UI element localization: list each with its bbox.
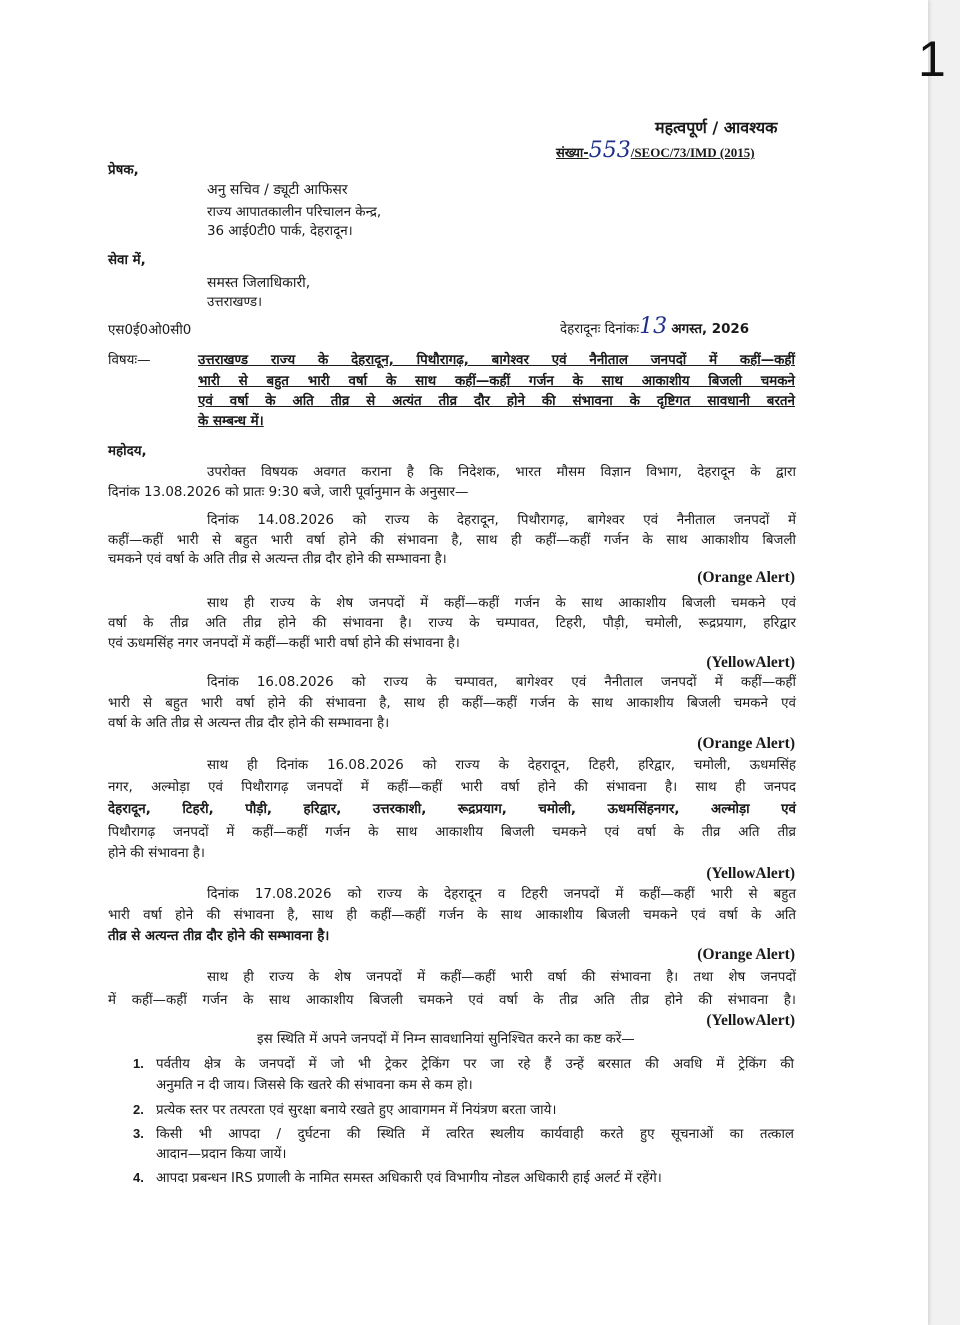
reference-number bbox=[556, 138, 755, 163]
list-item-line: प्रत्येक स्तर पर तत्परता एवं सुरक्षा बनाये रखते हुए आवागमन में नियंत्रण बरता जाये। bbox=[156, 1103, 557, 1118]
paragraph-line: दिनांक 14.08.2026 को राज्य के देहरादून, पिथौरागढ़, बागेश्वर एवं नैनीताल जनपदों में bbox=[207, 513, 796, 528]
paragraph-line: में कहीं—कहीं गर्जन के साथ आकाशीय बिजली चमकने एवं वर्षा के तीव्र अति तीव्र होने की संभावना है। bbox=[108, 993, 796, 1008]
paragraph-line: वर्षा के अति तीव्र से अत्यन्त तीव्र दौर होने की सम्भावना है। bbox=[108, 716, 390, 731]
list-number: 1. bbox=[133, 1056, 144, 1071]
list-item-line: पर्वतीय क्षेत्र के जनपदों में जो भी ट्रेकर ट्रेकिंग पर जा रहे हैं उन्हें बरसात की अवधि में ट्रेकिंग की bbox=[156, 1057, 794, 1072]
paragraph-line: साथ ही राज्य के शेष जनपदों में कहीं—कहीं भारी वर्षा की संभावना है। तथा शेष जनपदों bbox=[207, 970, 796, 985]
date-suffix: अगस्त, 2026 bbox=[671, 322, 750, 337]
subject-line: के सम्बन्ध में। bbox=[198, 414, 264, 429]
page-number: 1 bbox=[918, 31, 946, 87]
reference-handwritten: 553 bbox=[588, 138, 631, 163]
yellow-alert-label: (YellowAlert) bbox=[706, 654, 795, 671]
paragraph-line: चमकने एवं वर्षा के अति तीव्र से अत्यन्त तीव्र दौर होने की सम्भावना है। bbox=[108, 552, 447, 567]
paragraph-line: वर्षा के तीव्र अति तीव्र होने की संभावना है। राज्य के चम्पावत, टिहरी, पौड़ी, चमोली, रूद्रप्रयाग, हरिद्वार bbox=[108, 616, 796, 631]
paragraph-line: एवं ऊधमसिंह नगर जनपदों में कहीं—कहीं भारी वर्षा होने की संभावना है। bbox=[108, 636, 460, 651]
list-number: 4. bbox=[133, 1170, 144, 1185]
sender-label: प्रेषक, bbox=[108, 163, 139, 178]
list-number: 3. bbox=[133, 1126, 144, 1141]
paragraph-line: भारी वर्षा होने की संभावना है, साथ ही कहीं—कहीं गर्जन के साथ आकाशीय बिजली चमकने एवं वर्षा के अति bbox=[108, 908, 796, 923]
paragraph-line: पिथौरागढ़ जनपदों में कहीं—कहीं गर्जन के साथ आकाशीय बिजली चमकने एवं वर्षा के तीव्र अति तीव्र bbox=[108, 825, 796, 840]
paragraph-line: दिनांक 16.08.2026 को राज्य के चम्पावत, बागेश्वर एवं नैनीताल जनपदों में कहीं—कहीं bbox=[207, 675, 796, 690]
paragraph-line: कहीं—कहीं भारी से बहुत भारी वर्षा होने की संभावना है, साथ ही कहीं—कहीं गर्जन के साथ आकाशीय बिजली bbox=[108, 533, 796, 548]
subject-line: उत्तराखण्ड राज्य के देहरादून, पिथौरागढ़, बागेश्वर एवं नैनीताल जनपदों में कहीं—कहीं bbox=[198, 353, 795, 368]
paragraph-line: साथ ही दिनांक 16.08.2026 को राज्य के देहरादून, टिहरी, हरिद्वार, चमोली, ऊधमसिंह bbox=[207, 758, 796, 773]
subject-label: विषयः— bbox=[108, 353, 151, 368]
sender-address: 36 आई0टी0 पार्क, देहरादून। bbox=[207, 224, 353, 239]
recipient-line1: समस्त जिलाधिकारी, bbox=[207, 275, 311, 291]
paragraph-line: नगर, अल्मोड़ा एवं पिथौरागढ़ जनपदों में कहीं—कहीं भारी वर्षा होने की संभावना है। साथ ही जनपद bbox=[108, 780, 796, 795]
subject-line: भारी से बहुत भारी वर्षा के साथ कहीं—कहीं गर्जन के साथ आकाशीय बिजली चमकने bbox=[198, 374, 795, 389]
orange-alert-label: (Orange Alert) bbox=[697, 735, 795, 752]
paragraph-line: साथ ही राज्य के शेष जनपदों में कहीं—कहीं गर्जन के साथ आकाशीय बिजली चमकने एवं bbox=[207, 596, 796, 611]
list-item-line: किसी भी आपदा / दुर्घटना की स्थिति में त्वरित स्थलीय कार्यवाही करते हुए सूचनाओं का तत्काल bbox=[156, 1127, 794, 1142]
sender-designation: अनु सचिव / ड्यूटी आफिसर bbox=[207, 182, 348, 198]
paragraph-line: तीव्र से अत्यन्त तीव्र दौर होने की सम्भावना है। bbox=[108, 929, 330, 944]
recipient-line2: उत्तराखण्ड। bbox=[207, 295, 263, 310]
priority-label: महत्वपूर्ण / आवश्यक bbox=[655, 118, 778, 137]
paragraph-line: देहरादून, टिहरी, पौड़ी, हरिद्वार, उत्तरकाशी, रूद्रप्रयाग, चमोली, ऊधमसिंहनगर, अल्मोड़ा एवं bbox=[108, 802, 796, 817]
intro-line: दिनांक 13.08.2026 को प्रातः 9:30 बजे, जारी पूर्वानुमान के अनुसार— bbox=[108, 485, 469, 500]
date-line bbox=[560, 314, 749, 339]
list-number: 2. bbox=[133, 1102, 144, 1117]
reference-suffix: /SEOC/73/IMD (2015) bbox=[630, 145, 755, 160]
subject-line: एवं वर्षा के अति तीव्र से अत्यंत तीव्र दौर होने की संभावना के दृष्टिगत सावधानी बरतने bbox=[198, 394, 795, 409]
yellow-alert-label: (YellowAlert) bbox=[706, 1012, 795, 1029]
paragraph-line: होने की संभावना है। bbox=[108, 846, 205, 861]
list-item-line: अनुमति न दी जाय। जिससे कि खतरे की संभावना कम से कम हो। bbox=[156, 1078, 473, 1093]
date-handwritten: 13 bbox=[639, 314, 668, 339]
reference-label: संख्या- bbox=[556, 146, 589, 161]
office-code: एस0ई0ओ0सी0 bbox=[108, 323, 192, 338]
orange-alert-label: (Orange Alert) bbox=[697, 946, 795, 963]
recipient-label: सेवा में, bbox=[108, 253, 146, 268]
list-item-line: आदान—प्रदान किया जायें। bbox=[156, 1147, 287, 1162]
intro-line: उपरोक्त विषयक अवगत कराना है कि निदेशक, भारत मौसम विज्ञान विभाग, देहरादून के द्वारा bbox=[207, 465, 796, 480]
list-item-line: आपदा प्रबन्धन IRS प्रणाली के नामित समस्त अधिकारी एवं विभागीय नोडल अधिकारी हाई अलर्ट में रहेंगे। bbox=[156, 1171, 662, 1186]
precaution-intro: इस स्थिति में अपने जनपदों में निम्न सावधानियां सुनिश्चित करने का कष्ट करें— bbox=[257, 1032, 635, 1047]
date-prefix: देहरादूनः दिनांकः bbox=[560, 322, 640, 337]
orange-alert-label: (Orange Alert) bbox=[697, 569, 795, 586]
salutation: महोदय, bbox=[108, 444, 147, 459]
paragraph-line: दिनांक 17.08.2026 को राज्य के देहरादून व टिहरी जनपदों में कहीं—कहीं भारी से बहुत bbox=[207, 887, 796, 902]
paragraph-line: भारी से बहुत भारी वर्षा होने की संभावना है, साथ ही कहीं—कहीं गर्जन के साथ आकाशीय बिजली चमकने एवं bbox=[108, 696, 796, 711]
sender-office: राज्य आपातकालीन परिचालन केन्द्र, bbox=[207, 205, 382, 220]
yellow-alert-label: (YellowAlert) bbox=[706, 865, 795, 882]
